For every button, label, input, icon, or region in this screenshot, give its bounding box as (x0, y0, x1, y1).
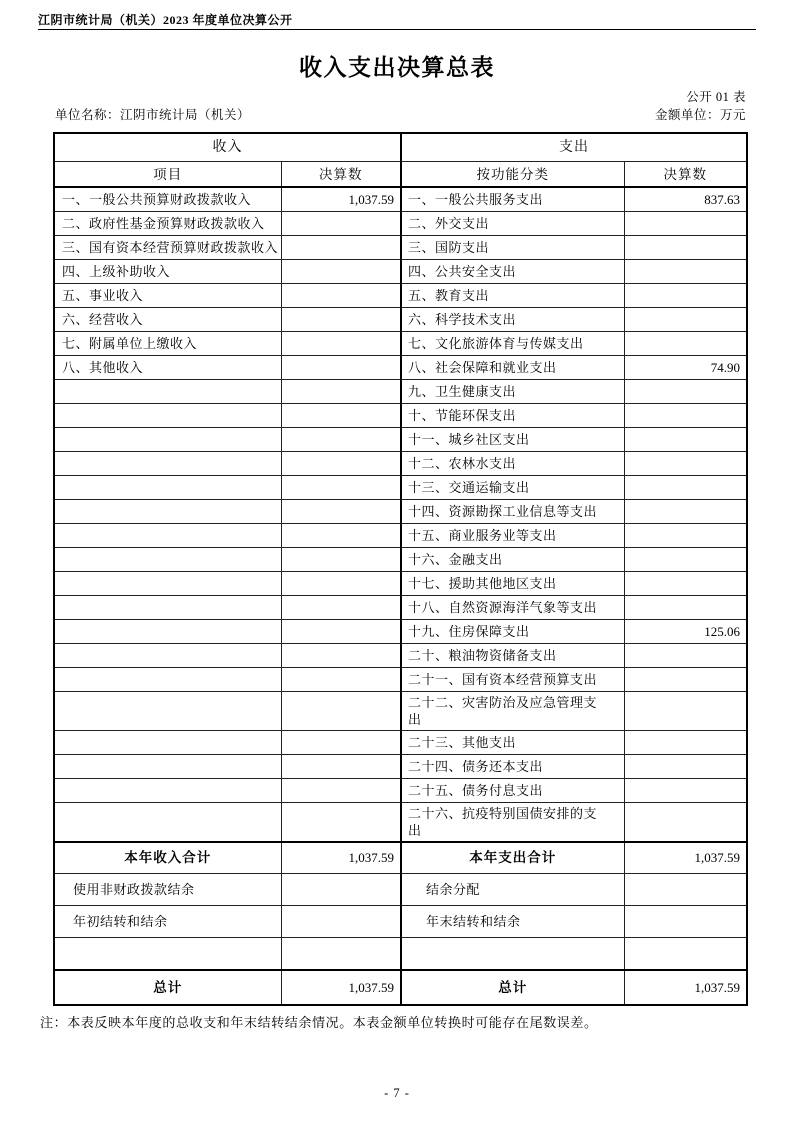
income-item-cell: 年初结转和结余 (54, 906, 281, 938)
table-row (54, 547, 747, 571)
table-row (54, 187, 747, 211)
carryover-row (54, 874, 747, 906)
table-row (54, 235, 747, 259)
expense-amount-cell (624, 874, 747, 906)
table-row (54, 307, 747, 331)
income-amount-cell (281, 355, 401, 379)
col-header-item: 项目 (54, 162, 281, 188)
expenditure-section-header: 支出 (401, 133, 747, 162)
income-amount-cell (281, 427, 401, 451)
empty-row (54, 938, 747, 970)
expense-item-cell: 十四、资源勘探工业信息等支出 (401, 499, 624, 523)
carryover-row (54, 906, 747, 938)
table-row (54, 331, 747, 355)
page-number: - 7 - (384, 1086, 410, 1100)
income-item-cell (54, 571, 281, 595)
table-row (54, 427, 747, 451)
income-amount-cell (281, 403, 401, 427)
income-item-cell (54, 403, 281, 427)
income-amount-cell (281, 499, 401, 523)
expense-item-cell: 四、公共安全支出 (401, 259, 624, 283)
doc-header: 江阴市统计局（机关）2023 年度单位决算公开 (38, 13, 293, 27)
income-item-cell (54, 667, 281, 691)
table-row (54, 778, 747, 802)
income-amount-cell (281, 547, 401, 571)
expense-amount-cell (624, 499, 747, 523)
expense-amount-cell (624, 427, 747, 451)
income-item-cell: 六、经营收入 (54, 307, 281, 331)
expense-amount-cell (624, 283, 747, 307)
expense-item-cell: 二十六、抗疫特别国债安排的支出 (401, 802, 624, 842)
income-amount-cell (281, 802, 401, 842)
income-item-cell (54, 643, 281, 667)
income-item-cell (54, 547, 281, 571)
income-amount-cell (281, 754, 401, 778)
income-item-cell (54, 499, 281, 523)
expense-amount-cell (624, 906, 747, 938)
expense-amount-cell (624, 451, 747, 475)
expense-amount-cell (624, 259, 747, 283)
table-row (54, 643, 747, 667)
table-row (54, 451, 747, 475)
meta-row (55, 105, 746, 123)
income-amount-cell (281, 235, 401, 259)
income-amount-cell (281, 283, 401, 307)
expense-item-cell: 十、节能环保支出 (401, 403, 624, 427)
income-item-cell: 七、附属单位上缴收入 (54, 331, 281, 355)
income-total-value: 1,037.59 (281, 842, 401, 874)
expense-item-cell: 二十二、灾害防治及应急管理支出 (401, 691, 624, 730)
col-header-income-amount: 决算数 (281, 162, 401, 188)
table-row (54, 523, 747, 547)
expense-amount-cell (624, 643, 747, 667)
expense-item-cell: 九、卫生健康支出 (401, 379, 624, 403)
expense-item-cell (401, 938, 624, 970)
income-item-cell (54, 778, 281, 802)
income-amount-cell (281, 643, 401, 667)
expense-amount-cell (624, 595, 747, 619)
table-row (54, 571, 747, 595)
expense-item-cell: 六、科学技术支出 (401, 307, 624, 331)
expense-grand-total-value: 1,037.59 (624, 970, 747, 1005)
table-row (54, 211, 747, 235)
expense-item-cell: 三、国防支出 (401, 235, 624, 259)
expense-amount-cell: 125.06 (624, 619, 747, 643)
income-item-cell (54, 691, 281, 730)
income-item-cell: 一、一般公共预算财政拨款收入 (54, 187, 281, 211)
table-row (54, 802, 747, 842)
year-total-row (54, 842, 747, 874)
expense-item-cell: 二十四、债务还本支出 (401, 754, 624, 778)
income-amount-cell: 1,037.59 (281, 187, 401, 211)
expense-amount-cell (624, 571, 747, 595)
income-amount-cell (281, 571, 401, 595)
income-item-cell: 二、政府性基金预算财政拨款收入 (54, 211, 281, 235)
income-amount-cell (281, 667, 401, 691)
column-header-row (54, 162, 747, 188)
expense-amount-cell (624, 754, 747, 778)
income-grand-total-value: 1,037.59 (281, 970, 401, 1005)
expense-item-cell: 二十、粮油物资储备支出 (401, 643, 624, 667)
table-row (54, 379, 747, 403)
expense-item-cell: 五、教育支出 (401, 283, 624, 307)
table-code: 公开 01 表 (686, 90, 746, 104)
expense-total-value: 1,037.59 (624, 842, 747, 874)
income-item-cell: 三、国有资本经营预算财政拨款收入 (54, 235, 281, 259)
col-header-expense-amount: 决算数 (624, 162, 747, 188)
income-amount-cell (281, 523, 401, 547)
expense-item-cell: 十八、自然资源海洋气象等支出 (401, 595, 624, 619)
expense-amount-cell: 74.90 (624, 355, 747, 379)
expense-amount-cell (624, 235, 747, 259)
table-row (54, 475, 747, 499)
income-amount-cell (281, 451, 401, 475)
expense-item-cell: 十九、住房保障支出 (401, 619, 624, 643)
income-section-header: 收入 (54, 133, 401, 162)
income-item-cell (54, 802, 281, 842)
income-amount-cell (281, 906, 401, 938)
expense-item-cell: 二、外交支出 (401, 211, 624, 235)
table-row (54, 754, 747, 778)
expense-amount-cell (624, 475, 747, 499)
expense-amount-cell (624, 403, 747, 427)
income-item-cell (54, 938, 281, 970)
income-item-cell: 使用非财政拨款结余 (54, 874, 281, 906)
expense-amount-cell (624, 691, 747, 730)
income-item-cell (54, 730, 281, 754)
income-amount-cell (281, 475, 401, 499)
income-item-cell: 五、事业收入 (54, 283, 281, 307)
unit-name: 单位名称：江阴市统计局（机关） (55, 108, 251, 122)
expense-amount-cell (624, 547, 747, 571)
table-row (54, 619, 747, 643)
income-amount-cell (281, 619, 401, 643)
income-item-cell: 四、上级补助收入 (54, 259, 281, 283)
income-amount-cell (281, 259, 401, 283)
income-amount-cell (281, 691, 401, 730)
expense-item-cell: 结余分配 (401, 874, 624, 906)
income-amount-cell (281, 307, 401, 331)
income-amount-cell (281, 379, 401, 403)
expense-item-cell: 二十三、其他支出 (401, 730, 624, 754)
expense-item-cell: 十六、金融支出 (401, 547, 624, 571)
section-header-row (54, 133, 747, 162)
expense-amount-cell (624, 778, 747, 802)
expense-item-cell: 十二、农林水支出 (401, 451, 624, 475)
expense-amount-cell (624, 730, 747, 754)
table-row (54, 403, 747, 427)
expense-amount-cell (624, 523, 747, 547)
expense-item-cell: 十七、援助其他地区支出 (401, 571, 624, 595)
table-row (54, 595, 747, 619)
footnote: 注：本表反映本年度的总收支和年末结转结余情况。本表金额单位转换时可能存在尾数误差。 (40, 1015, 598, 1030)
table-row (54, 691, 747, 730)
income-item-cell (54, 379, 281, 403)
table-row (54, 355, 747, 379)
table-row (54, 259, 747, 283)
expense-amount-cell (624, 938, 747, 970)
income-amount-cell (281, 730, 401, 754)
income-item-cell (54, 451, 281, 475)
expense-amount-cell (624, 211, 747, 235)
income-amount-cell (281, 595, 401, 619)
income-item-cell (54, 619, 281, 643)
expense-item-cell: 十三、交通运输支出 (401, 475, 624, 499)
page-title: 收入支出决算总表 (299, 54, 495, 80)
income-item-cell (54, 523, 281, 547)
expense-item-cell: 十五、商业服务业等支出 (401, 523, 624, 547)
table-row (54, 730, 747, 754)
income-item-cell (54, 475, 281, 499)
budget-table (53, 132, 748, 1006)
expense-item-cell: 二十一、国有资本经营预算支出 (401, 667, 624, 691)
expense-amount-cell (624, 379, 747, 403)
income-grand-total-label: 总计 (54, 970, 281, 1005)
expense-amount-cell (624, 667, 747, 691)
grand-total-row (54, 970, 747, 1005)
expense-amount-cell: 837.63 (624, 187, 747, 211)
col-header-function: 按功能分类 (401, 162, 624, 188)
income-amount-cell (281, 211, 401, 235)
expense-item-cell: 十一、城乡社区支出 (401, 427, 624, 451)
income-item-cell (54, 595, 281, 619)
income-item-cell: 八、其他收入 (54, 355, 281, 379)
income-amount-cell (281, 331, 401, 355)
income-item-cell (54, 427, 281, 451)
expense-amount-cell (624, 307, 747, 331)
expense-amount-cell (624, 331, 747, 355)
income-amount-cell (281, 938, 401, 970)
expense-amount-cell (624, 802, 747, 842)
income-item-cell (54, 754, 281, 778)
expense-item-cell: 年末结转和结余 (401, 906, 624, 938)
expense-item-cell: 二十五、债务付息支出 (401, 778, 624, 802)
expense-item-cell: 七、文化旅游体育与传媒支出 (401, 331, 624, 355)
expense-item-cell: 一、一般公共服务支出 (401, 187, 624, 211)
income-amount-cell (281, 778, 401, 802)
amount-unit: 金额单位：万元 (654, 108, 746, 122)
income-amount-cell (281, 874, 401, 906)
table-row (54, 499, 747, 523)
expense-total-label: 本年支出合计 (401, 842, 624, 874)
table-row (54, 667, 747, 691)
expense-item-cell: 八、社会保障和就业支出 (401, 355, 624, 379)
table-row (54, 283, 747, 307)
income-total-label: 本年收入合计 (54, 842, 281, 874)
header-rule (38, 29, 756, 30)
expense-grand-total-label: 总计 (401, 970, 624, 1005)
